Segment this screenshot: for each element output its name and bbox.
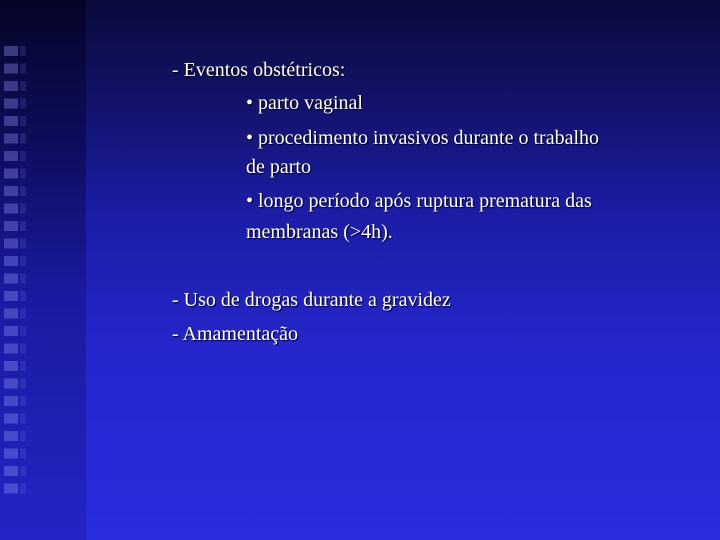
bullet-parto-vaginal: • parto vaginal <box>246 92 363 114</box>
heading-eventos: - Eventos obstétricos: <box>172 59 346 81</box>
bullet-procedimento: • procedimento invasivos durante o trabalho <box>246 127 600 149</box>
bullet-longo-periodo-cont: membranas (>4h). <box>246 221 393 243</box>
bullet-longo-periodo: • longo período após ruptura prematura das <box>246 190 592 212</box>
item-amamentacao: - Amamentação <box>172 323 299 345</box>
item-uso-de-drogas: - Uso de drogas durante a gravidez <box>172 289 451 311</box>
bullet-procedimento-cont: de parto <box>246 156 311 178</box>
